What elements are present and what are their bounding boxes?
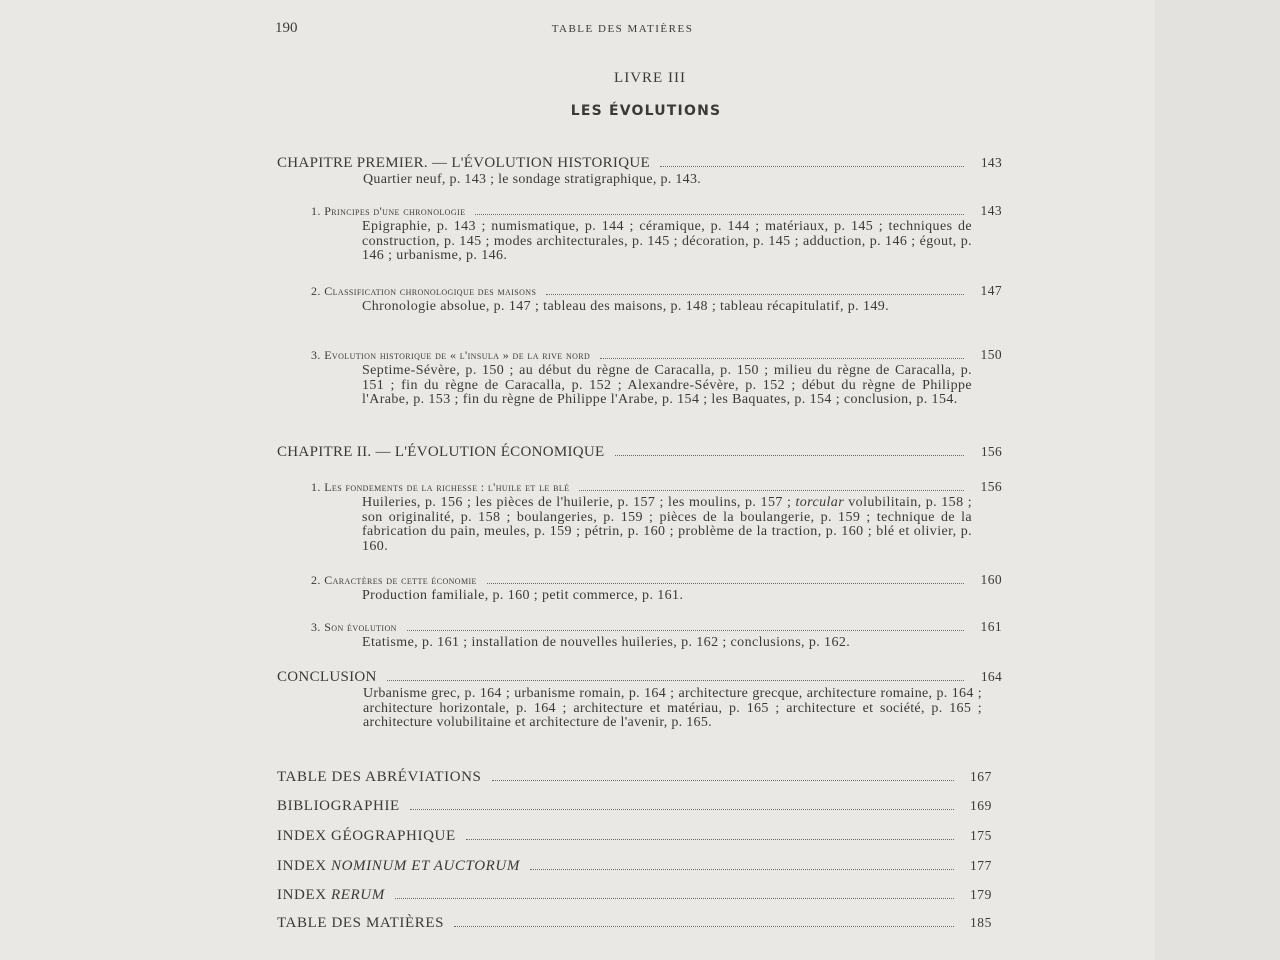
page-ref: 143: [980, 203, 1002, 218]
section-title: 2. Caractères de cette économie: [311, 573, 477, 587]
dot-leader: [454, 926, 954, 927]
chapter-title: CHAPITRE II. — L'ÉVOLUTION ÉCONOMIQUE: [277, 444, 605, 460]
entry-title: BIBLIOGRAPHIE: [277, 798, 400, 814]
section-summary: Chronologie absolue, p. 147 ; tableau des maisons, p. 148 ; tableau récapitulatif, p. 149.: [362, 299, 890, 314]
page-edge: [1155, 0, 1280, 960]
page-ref: 164: [980, 669, 1002, 684]
page-number: 190: [275, 20, 298, 36]
section-summary: Septime-Sévère, p. 150 ; au début du règne de Caracalla, p. 150 ; milieu du règne de Caracalla, p. 151 ; fin du règne de Caracalla, p. 152 ; Alexandre-Sévère, p. 152 ; début du règne de Philippe l'Arabe, p. 153 ; fin du règne de Philippe l'Arabe, p. 154 ; les Baquates, p. 154 ; conclusion, p. 154.: [362, 363, 972, 407]
toc-section-1-3: [311, 347, 1002, 408]
dot-leader: [410, 809, 954, 810]
chapter-title: CHAPITRE PREMIER. — L'ÉVOLUTION HISTORIQUE: [277, 155, 650, 171]
livre-heading: LIVRE III: [614, 70, 686, 86]
toc-abbreviations: [277, 769, 992, 786]
running-title: TABLE DES MATIÈRES: [551, 23, 694, 35]
entry-italic: RERUM: [331, 887, 385, 903]
summary-text: Huileries, p. 156 ; les pièces de l'huilerie, p. 157 ; les moulins, p. 157 ;: [362, 495, 796, 510]
dot-leader: [407, 630, 964, 631]
page-ref: 161: [980, 619, 1002, 634]
section-summary: [362, 496, 972, 554]
page-ref: 160: [980, 572, 1002, 587]
section-summary: Etatisme, p. 161 ; installation de nouvelles huileries, p. 162 ; conclusions, p. 162.: [362, 635, 851, 650]
dot-leader: [530, 869, 954, 870]
dot-leader: [466, 839, 954, 840]
toc-index-nominum: [277, 858, 992, 875]
page-ref: 175: [969, 828, 992, 843]
page-ref: 143: [980, 155, 1002, 170]
summary-text: volubilitain, p. 158 ; son originalité, p. 158 ; boulangeries, p. 159 ; pièces de la boulangerie, p. 159 ; technique de la fabrication du pain, meules, p. 159 ; pétrin, p. 160 ; problème de la traction, p. 160 ; blé et olivier, p. 160.: [362, 495, 972, 554]
toc-chapter-1: [277, 155, 1002, 188]
page-ref: 167: [969, 769, 992, 784]
entry-title: [277, 858, 520, 875]
dot-leader: [600, 358, 964, 359]
summary-italic: torcular: [795, 495, 845, 510]
entry-title: INDEX GÉOGRAPHIQUE: [277, 828, 456, 844]
section-title: 2. Classification chronologique des maisons: [311, 284, 537, 298]
page-ref: 177: [969, 858, 992, 873]
section-title: 1. Les fondements de la richesse : l'huile et le blé: [311, 480, 570, 494]
entry-title: [277, 887, 385, 904]
dot-leader: [579, 490, 964, 491]
entry-title: TABLE DES ABRÉVIATIONS: [277, 769, 482, 785]
dot-leader: [395, 898, 954, 899]
entry-prefix: INDEX: [277, 887, 332, 903]
toc-index-geo: [277, 828, 992, 845]
toc-index-rerum: [277, 887, 992, 904]
chapter-summary: Quartier neuf, p. 143 ; le sondage stratigraphique, p. 143.: [363, 172, 702, 187]
toc-chapter-2: [277, 444, 1002, 461]
toc-section-2-3: [311, 619, 1002, 651]
toc-section-2-2: [311, 572, 1002, 604]
chapter-summary: Urbanisme grec, p. 164 ; urbanisme romain, p. 164 ; architecture grecque, architecture romaine, p. 164 ; architecture horizontale, p. 164 ; architecture et matériau, p. 165 ; architecture et société, p. 165 ; architecture volubilitaine et architecture de l'avenir, p. 165.: [363, 686, 982, 730]
entry-title: TABLE DES MATIÈRES: [277, 915, 445, 931]
toc-section-2-1: [311, 479, 1002, 554]
section-title: 3. Evolution historique de « l'insula » de la rive nord: [311, 348, 591, 362]
page-ref: 179: [969, 887, 992, 902]
dot-leader: [487, 583, 964, 584]
dot-leader: [660, 166, 964, 167]
book-title: LES ÉVOLUTIONS: [570, 103, 722, 119]
page-ref: 185: [969, 915, 992, 930]
section-title: 3. Son évolution: [311, 620, 397, 634]
toc-table-matieres: [277, 915, 992, 932]
dot-leader: [492, 780, 954, 781]
page-ref: 156: [980, 479, 1002, 494]
dot-leader: [615, 455, 964, 456]
toc-bibliography: [277, 798, 992, 815]
section-summary: Production familiale, p. 160 ; petit commerce, p. 161.: [362, 588, 684, 603]
page-ref: 147: [980, 283, 1002, 298]
running-head: [275, 20, 970, 38]
dot-leader: [546, 294, 964, 295]
toc-section-1-1: [311, 203, 1002, 264]
dot-leader: [475, 214, 964, 215]
page-ref: 169: [969, 798, 992, 813]
toc-section-1-2: [311, 283, 1002, 315]
chapter-title: CONCLUSION: [277, 669, 377, 685]
page-ref: 156: [980, 444, 1002, 459]
toc-conclusion: [277, 669, 1002, 731]
dot-leader: [387, 680, 964, 681]
entry-prefix: INDEX: [277, 858, 332, 874]
page-ref: 150: [980, 347, 1002, 362]
entry-italic: NOMINUM ET AUCTORUM: [331, 858, 520, 874]
section-title: 1. Principes d'une chronologie: [311, 204, 466, 218]
section-summary: Epigraphie, p. 143 ; numismatique, p. 144 ; céramique, p. 144 ; matériaux, p. 145 ; techniques de construction, p. 145 ; modes architecturales, p. 145 ; décoration, p. 145 ; adduction, p. 146 ; égout, p. 146 ; urbanisme, p. 146.: [362, 219, 972, 263]
